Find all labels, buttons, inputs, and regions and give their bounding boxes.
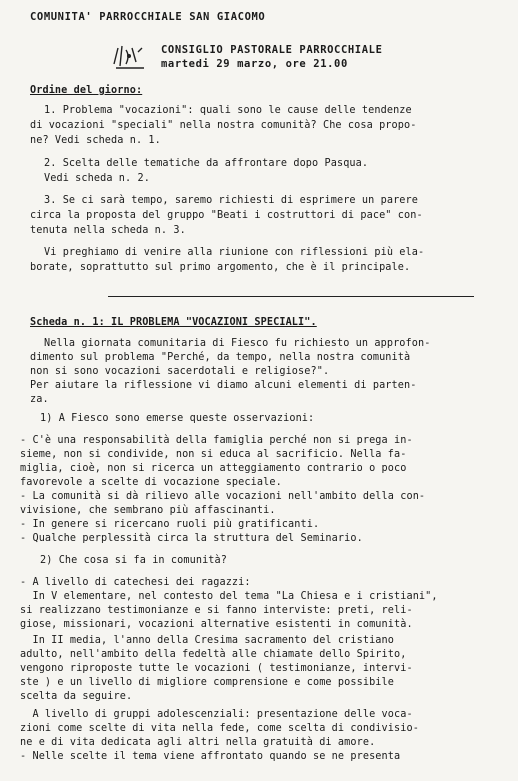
- section1-title: 1) A Fiesco sono emerse queste osservazioni:: [40, 413, 315, 424]
- parish-logo: [108, 42, 150, 72]
- document-page: COMUNITA' PARROCCHIALE SAN GIACOMO CONSIGLIO PASTORALE PARROCCHIALE martedi 29 marzo, ore 21.00 Ordine del giorno: 1. Problema "vocazioni": quali sono le cause delle tendenze di vocazioni "speciali" nella nostra comunità? Che cosa propo- ne? Vedi scheda n. 1. 2. Scelta delle tematiche da affrontare dopo Pasqua. Vedi scheda n. 2. 3. Se ci sarà tempo, saremo richiesti di esprimere un parere circa la proposta del gruppo "Beati i costruttori di pace" con- tenuta nella scheda n. 3. Vi preghiamo di venire alla riunione con riflessioni più ela- borate, soprattutto sul primo argomento, che è il principale. Scheda n. 1: IL PROBLEMA "VOCAZIONI SPECIALI". Nella giornata comunitaria di Fiesco fu richiesto un approfon- dimento sul problema "Perché, da tempo, nella nostra comunità non si sono vocazioni sacerdotali e religiose?". Per aiutare la riflessione vi diamo alcuni elementi di parten- za. 1) A Fiesco sono emerse queste osservazioni: - C'è una responsabilità della famiglia perché non si prega in- sieme, non si condivide, non si educa al sacrificio. Nella fa- miglia, cioè, non si ricerca un atteggiamento contrario o poco favorevole a scelte di vocazione speciale. - La comunità si dà rilievo alle vocazioni nell'ambito della con- vivisione, che sembrano più affascinanti. - In genere si ricercano ruoli più gratificanti. - Qualche perplessità circa la struttura del Seminario. 2) Che cosa si fa in comunità? - A livello di catechesi dei ragazzi: In V elementare, nel contesto del tema "La Chiesa e i cristiani", si realizzano testimonianze e si fanno interviste: preti, reli- giose, missionari, vocazioni alternative esistenti in comunità. In II media, l'anno della Cresima sacramento del cristiano adulto, nell'ambito della fedeltà alle chiamate dello Spirito, vengono riproposte tutte le vocazioni ( testimonianze, intervi- ste ) e un livello di migliore comprensione e come possibile scelta da seguire. A livello di gruppi adolescenziali: presentazione delle voca- zioni come scelte di vita nella fede, come scelta di condivisio- ne e di vita dedicata agli altri nella gratuità di amore. - Nelle scelte il tema viene affrontato quando se ne presenta: [0, 0, 518, 781]
- agenda-title: Ordine del giorno:: [30, 85, 143, 96]
- meeting-date: martedi 29 marzo, ore 21.00: [161, 58, 348, 70]
- community-name: COMUNITA' PARROCCHIALE SAN GIACOMO: [30, 11, 266, 23]
- council-title: CONSIGLIO PASTORALE PARROCCHIALE: [161, 44, 383, 56]
- section2-title: 2) Che cosa si fa in comunità?: [40, 555, 228, 566]
- section-divider: [108, 296, 474, 297]
- scheda-title: Scheda n. 1: IL PROBLEMA "VOCAZIONI SPECIALI".: [30, 317, 317, 328]
